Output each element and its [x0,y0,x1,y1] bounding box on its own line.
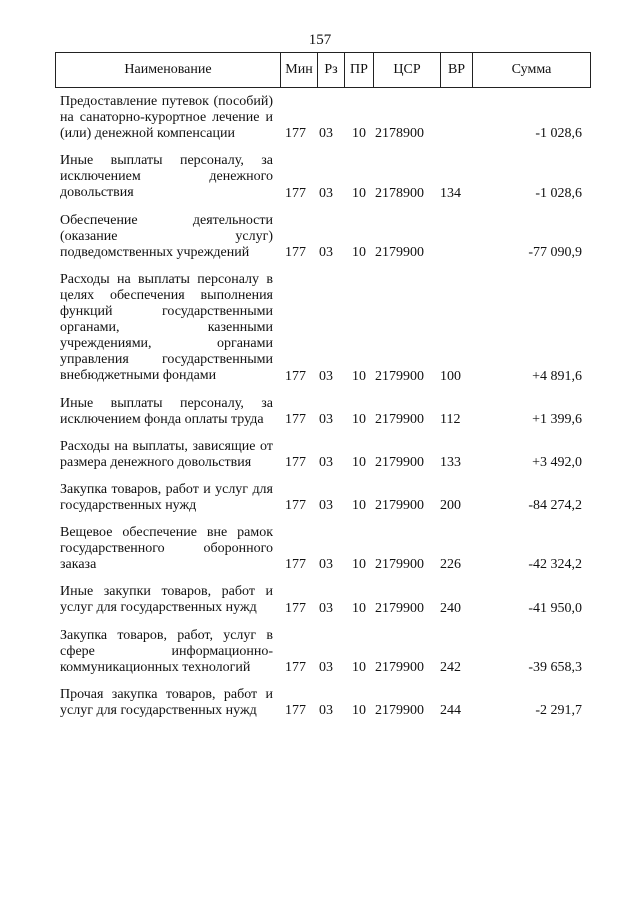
row-rz: 03 [319,557,333,573]
row-min: 177 [285,557,306,573]
row-name: Расходы на выплаты персоналу в целях обеспечения выполнения функций государственными органами, казенными учреждениями, органами управления государственными внебюджетными фондами [60,271,273,384]
row-vr: 100 [440,368,461,384]
row-pr: 10 [352,244,366,260]
row-min: 177 [285,600,306,616]
row-pr: 10 [352,703,366,718]
row-vr: 242 [440,659,461,675]
row-name: Иные закупки товаров, работ и услуг для государственных нужд [60,584,273,616]
row-rz: 03 [319,498,333,514]
row-min: 177 [285,703,306,718]
table-row [55,94,591,142]
row-sum: -41 950,0 [528,600,582,616]
row-rz: 03 [319,454,333,470]
row-rz: 03 [319,126,333,142]
table-row [55,396,591,428]
row-rz: 03 [319,244,333,260]
row-name: Предоставление путевок (пособий) на санаторно-курортное лечение и (или) денежной компенсации [60,94,273,142]
row-sum: -77 090,9 [528,244,582,260]
row-vr: 200 [440,498,461,514]
header-pr: ПР [344,53,373,87]
table-row [55,628,591,676]
row-csr: 2179900 [375,244,424,260]
header-rz: Рз [317,53,344,87]
row-min: 177 [285,659,306,675]
row-min: 177 [285,498,306,514]
row-pr: 10 [352,368,366,384]
budget-table [55,52,591,730]
page-number: 157 [308,32,332,48]
row-csr: 2179900 [375,600,424,616]
row-pr: 10 [352,600,366,616]
table-row [55,153,591,201]
header-vr: ВР [440,53,472,87]
row-min: 177 [285,185,306,201]
row-rz: 03 [319,703,333,718]
row-min: 177 [285,244,306,260]
row-sum: -2 291,7 [535,703,582,718]
row-rz: 03 [319,600,333,616]
row-rz: 03 [319,411,333,427]
table-row [55,525,591,573]
row-csr: 2178900 [375,185,424,201]
row-sum: +1 399,6 [532,411,582,427]
table-body [55,94,591,719]
row-sum: +3 492,0 [532,454,582,470]
row-min: 177 [285,126,306,142]
row-pr: 10 [352,659,366,675]
row-csr: 2179900 [375,659,424,675]
row-pr: 10 [352,126,366,142]
row-rz: 03 [319,368,333,384]
row-sum: +4 891,6 [532,368,582,384]
header-sum: Сумма [472,53,590,87]
row-vr: 226 [440,557,461,573]
row-rz: 03 [319,185,333,201]
table-row [55,213,591,261]
table-row [55,482,591,514]
table-header [55,52,591,88]
header-min: Мин [280,53,317,87]
row-name: Иные выплаты персоналу, за исключением денежного довольствия [60,153,273,201]
row-sum: -84 274,2 [528,498,582,514]
row-vr: 244 [440,703,461,718]
row-csr: 2179900 [375,557,424,573]
row-vr: 240 [440,600,461,616]
row-min: 177 [285,454,306,470]
row-csr: 2179900 [375,498,424,514]
row-sum: -1 028,6 [535,185,582,201]
row-pr: 10 [352,557,366,573]
row-name: Закупка товаров, работ и услуг для государственных нужд [60,481,273,513]
row-name: Закупка товаров, работ, услуг в сфере информационно-коммуникационных технологий [60,627,273,675]
table-row [55,687,591,719]
row-sum: -1 028,6 [535,126,582,142]
row-pr: 10 [352,454,366,470]
row-name: Вещевое обеспечение вне рамок государственного оборонного заказа [60,525,273,573]
table-row [55,584,591,616]
row-csr: 2179900 [375,454,424,470]
header-csr: ЦСР [373,53,440,87]
row-pr: 10 [352,411,366,427]
row-sum: -39 658,3 [528,659,582,675]
row-min: 177 [285,411,306,427]
row-rz: 03 [319,659,333,675]
row-pr: 10 [352,185,366,201]
row-name: Прочая закупка товаров, работ и услуг для государственных нужд [60,686,273,718]
row-vr: 133 [440,454,461,470]
row-sum: -42 324,2 [528,557,582,573]
row-csr: 2179900 [375,703,424,718]
row-min: 177 [285,368,306,384]
row-vr: 112 [440,411,461,427]
row-name: Расходы на выплаты, зависящие от размера денежного довольствия [60,438,273,470]
row-csr: 2179900 [375,411,424,427]
table-row [55,272,591,385]
table-row [55,439,591,471]
row-vr: 134 [440,185,461,201]
header-name: Наименование [124,62,212,77]
row-csr: 2179900 [375,368,424,384]
row-csr: 2178900 [375,126,424,142]
row-name: Иные выплаты персоналу, за исключением фонда оплаты труда [60,395,273,427]
row-pr: 10 [352,498,366,514]
row-name: Обеспечение деятельности (оказание услуг) подведомственных учреждений [60,212,273,260]
